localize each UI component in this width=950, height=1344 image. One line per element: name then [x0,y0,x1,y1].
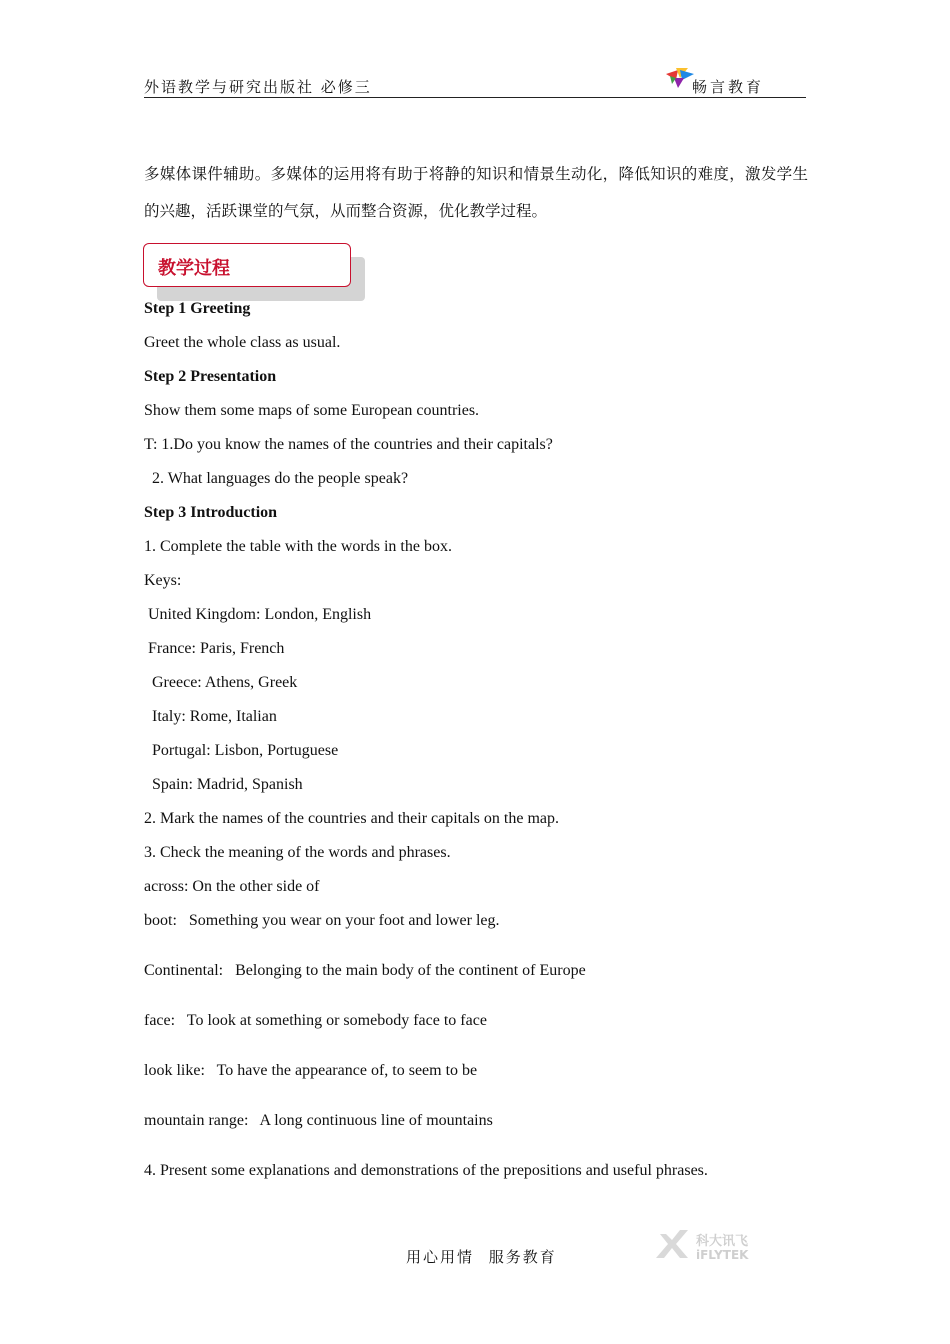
body-line: Show them some maps of some European countries. [144,402,480,419]
header-publisher-text: 外语教学与研究出版社 必修三 [144,78,372,96]
body-line: Greet the whole class as usual. [144,334,341,351]
intro-paragraph: 多媒体课件辅助。多媒体的运用将有助于将静的知识和情景生动化，降低知识的难度，激发学生的兴趣，活跃课堂的气氛，从而整合资源，优化教学过程。 [144,165,808,220]
key-item: Spain: Madrid, Spanish [144,776,303,793]
page-header [144,66,806,98]
keys-label: Keys: [144,572,182,589]
question-line: 2. What languages do the people speak? [144,470,409,487]
task-line: 4. Present some explanations and demonstrations of the prepositions and useful phrases. [144,1162,708,1179]
definition-line: boot: Something you wear on your foot and lower leg. [144,912,500,929]
step-heading: Step 3 Introduction [144,504,278,521]
key-item: France: Paris, French [144,640,285,657]
iflytek-logo-en-text: iFLYTEK [696,1248,749,1262]
step-heading: Step 1 Greeting [144,300,251,317]
definition-line: mountain range: A long continuous line of mountains [144,1112,493,1129]
section-heading-frame [143,243,351,287]
definition-line: face: To look at something or somebody face to face [144,1012,487,1029]
key-item: Greece: Athens, Greek [144,674,298,691]
iflytek-x-logo-icon [654,1228,766,1264]
footer-slogan: 用心用情 服务教育 [406,1248,557,1266]
key-item: Italy: Rome, Italian [144,708,277,725]
key-item: United Kingdom: London, English [144,606,372,623]
iflytek-logo [654,1228,766,1264]
step-heading: Step 2 Presentation [144,368,277,385]
iflytek-logo-cn-text: 科大讯飞 [696,1234,749,1249]
key-item: Portugal: Lisbon, Portuguese [144,742,339,759]
task-line: 3. Check the meaning of the words and phrases. [144,844,451,861]
question-line: T: 1.Do you know the names of the countries and their capitals? [144,436,553,453]
section-title: 教学过程 [158,258,230,279]
task-line: 2. Mark the names of the countries and their capitals on the map. [144,810,559,827]
definition-line: look like: To have the appearance of, to seem to be [144,1062,478,1079]
header-brand-text: 畅言教育 [691,78,764,96]
section-heading-box [143,243,365,302]
definition-line: Continental: Belonging to the main body of the continent of Europe [144,962,586,979]
definition-line: across: On the other side of [144,878,320,895]
task-line: 1. Complete the table with the words in the box. [144,538,452,555]
